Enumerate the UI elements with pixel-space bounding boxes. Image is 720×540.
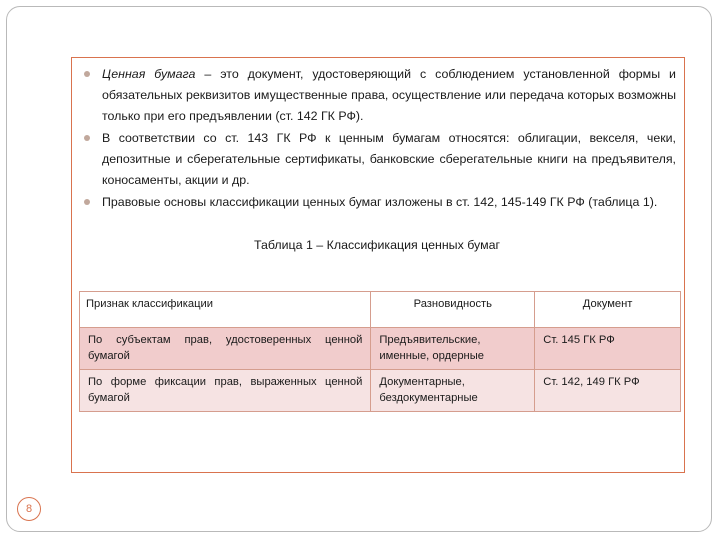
- types-text: В соответствии со ст. 143 ГК РФ к ценным бумагам относятся: облигации, векселя, чеки, депозитные и сберегательные сертификаты, банковские сберегательные книги на предъявителя, коносаменты, акции и др.: [102, 131, 676, 187]
- classification-table: [79, 291, 681, 412]
- cell-criterion: По субъектам прав, удостоверенных ценной бумагой: [80, 328, 371, 370]
- header-criterion: Признак классификации: [80, 292, 371, 328]
- header-variety: Разновидность: [371, 292, 535, 328]
- header-document: Документ: [535, 292, 681, 328]
- cell-variety: Предъявительские, именные, ордерные: [371, 328, 535, 370]
- bullet-icon: [84, 199, 90, 205]
- cell-variety: Документарные, бездокументарные: [371, 370, 535, 412]
- table-header-row: [80, 292, 681, 328]
- bullet-icon: [84, 135, 90, 141]
- table-caption: Таблица 1 – Классификация ценных бумаг: [253, 238, 501, 252]
- table-row: [80, 370, 681, 412]
- bullet-item-types: [84, 128, 676, 192]
- cell-criterion: По форме фиксации прав, выраженных ценной бумагой: [80, 370, 371, 412]
- legal-basis-text: Правовые основы классификации ценных бумаг изложены в ст. 142, 145-149 ГК РФ (таблица 1).: [102, 195, 658, 209]
- table-row: [80, 328, 681, 370]
- cell-document: Ст. 142, 149 ГК РФ: [535, 370, 681, 412]
- definition-text: – это документ, удостоверяющий с соблюдением установленной формы и обязательных реквизитов имущественные права, осуществление или передача которых возможны только при его предъявлении (ст. 142 ГК РФ).: [102, 67, 676, 123]
- page-number-badge: 8: [17, 497, 41, 521]
- bullet-item-definition: [84, 64, 676, 128]
- bullet-list: [84, 64, 676, 213]
- cell-document: Ст. 145 ГК РФ: [535, 328, 681, 370]
- bullet-icon: [84, 71, 90, 77]
- bullet-item-legal-basis: [84, 192, 676, 213]
- term-security: Ценная бумага: [102, 67, 196, 81]
